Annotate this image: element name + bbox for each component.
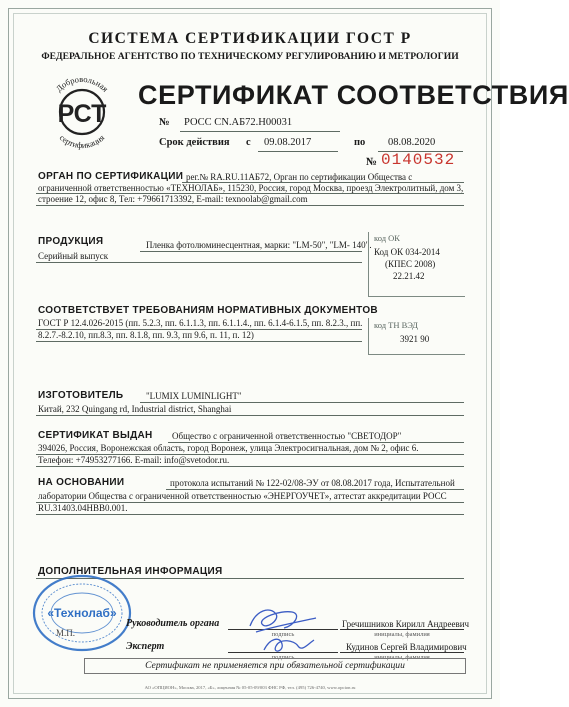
organ-line-1: рег.№ RA.RU.11АБ72, Орган по сертификации Общества с xyxy=(186,172,413,182)
issued-line-3: Телефон: +74953277166. E-mail: info@svetodor.ru. xyxy=(38,455,230,465)
footer-note: Сертификат не применяется при обязательной сертификации xyxy=(145,660,405,671)
expert-name: Кудинов Сергей Владимирович xyxy=(346,642,467,652)
organ-line-3: строение 12, офис 8, Тел: +79661713392, E-mail: texnoolab@gmail.com xyxy=(38,194,308,204)
tnved-code-value: 3921 90 xyxy=(400,334,430,344)
certificate-title: СЕРТИФИКАТ СООТВЕТСТВИЯ xyxy=(138,80,569,110)
additional-info-label: ДОПОЛНИТЕЛЬНАЯ ИНФОРМАЦИЯ xyxy=(38,566,223,577)
printer-info: АО «ОПЦИОН», Москва, 2017, «Б», лицензия № 05-05-09/003 ФНС РФ, тел. (495) 726-4740, www.opcion.ru xyxy=(144,685,356,690)
gost-r-logo-icon xyxy=(40,70,124,154)
serial-number: 0140532 xyxy=(381,151,456,169)
ok-code-header: код ОК xyxy=(374,233,400,243)
validity-from-label: с xyxy=(246,137,251,148)
conformity-line-1: ГОСТ Р 12.4.026-2015 (пп. 5.2.3, пп. 6.1.1.3, пп. 6.1.1.4., пп. 6.1.4-6.1.5, пп. 8.2.3., пп. xyxy=(38,318,363,328)
serial-release: Серийный выпуск xyxy=(38,251,109,261)
svg-text:Добровольная: Добровольная xyxy=(53,73,111,94)
cert-number: РОСС CN.АБ72.Н00031 xyxy=(184,117,293,128)
product-description: Пленка фотолюминесцентная, марки: "LM-50", "LM- 140". xyxy=(146,240,372,250)
conformity-line-2: 8.2.7.-8.2.10, пп.8.3, пп. 8.1.8, пп. 9.3, пп 9.6, п. 11, п. 12) xyxy=(38,330,254,340)
head-sign-caption: подпись xyxy=(271,631,295,638)
ok-code-line-1: Код ОК 034-2014 xyxy=(374,247,440,257)
stamp-name: «Технолаб» xyxy=(47,606,117,620)
manufacturer-name: "LUMIX LUMINLIGHT" xyxy=(146,391,242,401)
manufacturer-address: Китай, 232 Quingang rd, Industrial district, Shanghai xyxy=(38,404,232,414)
issued-line-2: 394026, Россия, Воронежская область, город Воронеж, улица Электросигнальная, дом № 2, офис 6. xyxy=(38,443,419,453)
validity-to-label: по xyxy=(354,137,366,148)
expert-name-caption: инициалы, фамилия xyxy=(374,654,430,661)
tnved-code-header: код ТН ВЭД xyxy=(374,320,418,330)
issued-label: СЕРТИФИКАТ ВЫДАН xyxy=(38,430,153,441)
signature-icon xyxy=(236,596,326,658)
gost-r-logo xyxy=(40,70,124,154)
head-name: Гречишников Кирилл Андреевич xyxy=(342,619,470,629)
cert-no-label: № xyxy=(159,117,170,128)
ok-code-line-2: (КПЕС 2008) xyxy=(385,259,436,269)
head-label: Руководитель органа xyxy=(126,618,220,629)
organ-line-2: ограниченной ответственностью «ТЕХНОЛАБ», 115230, Россия, город Москва, проезд Электролитный, дом 3, xyxy=(38,183,464,193)
basis-line-3: RU.31403.04НВВ0.001. xyxy=(38,503,128,513)
manufacturer-label: ИЗГОТОВИТЕЛЬ xyxy=(38,390,124,401)
validity-from-date: 09.08.2017 xyxy=(264,137,312,148)
gost-mark: РСТ xyxy=(57,100,107,128)
validity-to-date: 08.08.2020 xyxy=(388,137,436,148)
system-heading: СИСТЕМА СЕРТИФИКАЦИИ ГОСТ Р xyxy=(88,30,412,47)
issued-line-1: Общество с ограниченной ответственностью "СВЕТОДОР" xyxy=(172,431,402,441)
stamp-icon xyxy=(30,572,134,654)
handwritten-signatures xyxy=(236,596,326,658)
conformity-label: СООТВЕТСТВУЕТ ТРЕБОВАНИЯМ НОРМАТИВНЫХ ДОКУМЕНТОВ xyxy=(38,305,378,316)
svg-text:сертификация: сертификация xyxy=(57,132,107,151)
expert-label: Эксперт xyxy=(126,641,165,652)
head-name-caption: инициалы, фамилия xyxy=(374,631,430,638)
official-stamp xyxy=(30,572,134,654)
expert-sign-caption: подпись xyxy=(271,654,295,661)
stamp-mp-label: М.П. xyxy=(56,628,76,638)
ok-code-line-3: 22.21.42 xyxy=(393,271,425,281)
basis-line-2: лаборатории Общества с ограниченной ответственностью «ЭНЕРГОУЧЕТ», аттестат аккредитации РОСС xyxy=(38,491,447,501)
agency-heading: ФЕДЕРАЛЬНОЕ АГЕНТСТВО ПО ТЕХНИЧЕСКОМУ РЕГУЛИРОВАНИЮ И МЕТРОЛОГИИ xyxy=(41,51,459,62)
basis-line-1: протокола испытаний № 122-02/08-ЭУ от 08.08.2017 года, Испытательной xyxy=(170,478,455,488)
basis-label: НА ОСНОВАНИИ xyxy=(38,477,125,488)
serial-no-label: № xyxy=(366,156,378,168)
validity-label: Срок действия xyxy=(159,137,230,148)
organ-label: ОРГАН ПО СЕРТИФИКАЦИИ xyxy=(38,171,184,182)
product-label: ПРОДУКЦИЯ xyxy=(38,236,104,247)
